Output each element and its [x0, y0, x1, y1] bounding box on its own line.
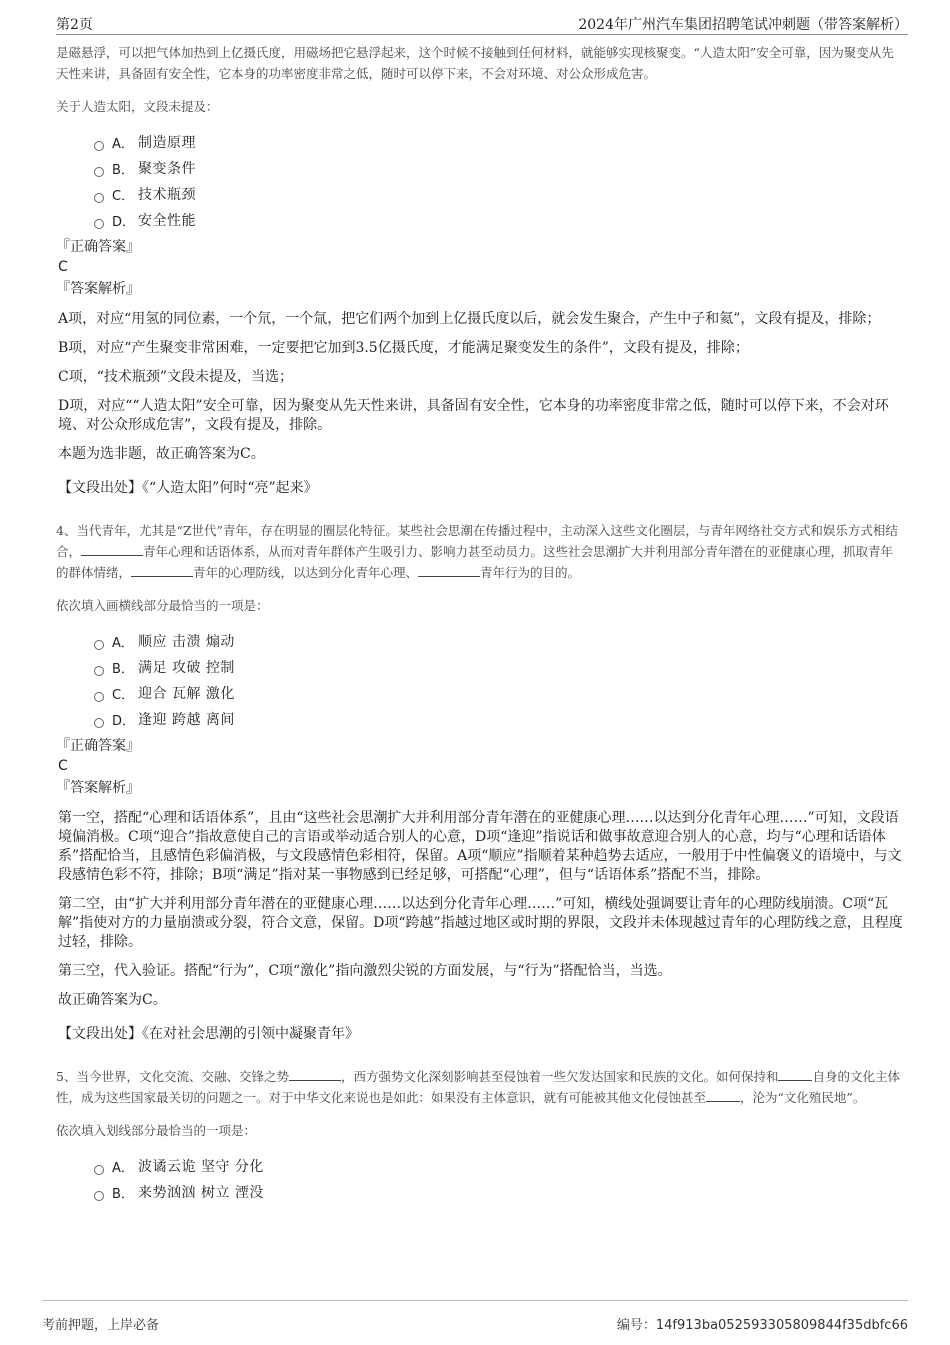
analysis-paragraph: A项，对应“用氢的同位素，一个氘，一个氚，把它们两个加到上亿摄氏度以后，就会发生聚合，产生中子和氦”，文段有提及，排除；: [58, 311, 881, 327]
question-prompt: 依次填入划线部分最恰当的一项是：: [56, 1123, 257, 1138]
option-d[interactable]: D． 逢迎 跨越 离间: [94, 706, 904, 732]
analysis-paragraph: C项，“技术瓶颈”文段未提及，当选；: [58, 369, 294, 385]
fill-blank: [706, 1089, 740, 1102]
analysis-paragraph: 第三空，代入验证。搭配“行为”，C项“激化”指向激烈尖锐的方面发展，与“行为”搭配恰当，当选。: [58, 963, 672, 979]
analysis-paragraph: 故正确答案为C。: [58, 992, 167, 1008]
fill-blank: [81, 543, 143, 556]
answer-label: 『正确答案』: [56, 738, 140, 754]
options-list: [94, 628, 904, 732]
radio-icon[interactable]: [94, 141, 104, 151]
radio-icon[interactable]: [94, 640, 104, 650]
fill-blank: [289, 1068, 341, 1081]
question-3: [56, 42, 904, 498]
page-header: [56, 12, 908, 35]
option-a[interactable]: A． 制造原理: [94, 129, 904, 155]
question-prompt: 依次填入画横线部分最恰当的一项是：: [56, 598, 269, 613]
passage-source: 【文段出处】《“人造太阳”何时“亮”起来》: [58, 480, 318, 496]
radio-icon[interactable]: [94, 193, 104, 203]
question-passage: 是磁悬浮，可以把气体加热到上亿摄氏度，用磁场把它悬浮起来，这个时候不接触到任何材料，就能够实现核聚变。“人造太阳”安全可靠，因为聚变从先天性来讲，具备固有安全性，它本身的功率密度非常之低，随时可以停下来，不会对环境、对公众形成危害。: [56, 45, 894, 81]
document-content: [56, 42, 904, 1209]
answer-value: C: [58, 259, 68, 275]
analysis-paragraph: 第一空，搭配“心理和话语体系”，且由“这些社会思潮扩大并利用部分青年潜在的亚健康心理……以达到分化青年心理……”可知，文段语境偏消极。C项“迎合”指故意使自己的言语或举动适合别人的心意，D项“逢迎”指说话和做事故意迎合别人的心意，均与“心理和话语体系”搭配恰当，且感情色彩偏消极，与文段感情色彩相符，保留。A项“顺应”指顺着某种趋势去适应，一般用于中性偏褒义的语境中，与文段感情色彩不符，排除；B项“满足”指对某一事物感到已经足够，可搭配“心理”，但与“话语体系”搭配不当，排除。: [58, 810, 902, 883]
options-list: [94, 1153, 904, 1205]
radio-icon[interactable]: [94, 1191, 104, 1201]
answer-label: 『正确答案』: [56, 239, 140, 255]
analysis-label: 『答案解析』: [56, 780, 140, 796]
option-c[interactable]: C． 迎合 瓦解 激化: [94, 680, 904, 706]
analysis-paragraph: B项，对应“产生聚变非常困难，一定要把它加到3.5亿摄氏度，才能满足聚变发生的条件”，文段有提及，排除；: [58, 340, 749, 356]
option-b[interactable]: B． 聚变条件: [94, 155, 904, 181]
fill-blank: [418, 564, 480, 577]
analysis-paragraph: 第二空，由“扩大并利用部分青年潜在的亚健康心理……以达到分化青年心理……”可知，横线处强调要让青年的心理防线崩溃。C项“瓦解”指使对方的力量崩溃或分裂，符合文意，保留。D项“跨越”指越过地区或时期的界限，文段并未体现越过青年的心理防线之意，且程度过轻，排除。: [58, 896, 903, 950]
radio-icon[interactable]: [94, 666, 104, 676]
question-4: [56, 520, 904, 1044]
analysis-label: 『答案解析』: [56, 281, 140, 297]
passage-source: 【文段出处】《在对社会思潮的引领中凝聚青年》: [58, 1026, 359, 1042]
answer-value: C: [58, 758, 68, 774]
analysis-paragraph: D项，对应““人造太阳”安全可靠，因为聚变从先天性来讲，具备固有安全性，它本身的功率密度非常之低，随时可以停下来，不会对环境、对公众形成危害”，文段有提及，排除。: [58, 398, 889, 433]
analysis-paragraph: 本题为选非题，故正确答案为C。: [58, 446, 265, 462]
page-footer: [42, 1300, 908, 1333]
radio-icon[interactable]: [94, 718, 104, 728]
radio-icon[interactable]: [94, 219, 104, 229]
question-prompt: 关于人造太阳，文段未提及：: [56, 99, 219, 114]
fill-blank: [778, 1068, 812, 1081]
option-a[interactable]: A． 波谲云诡 坚守 分化: [94, 1153, 904, 1179]
question-5: [56, 1066, 904, 1205]
page-number: 第2页: [56, 17, 93, 33]
options-list: [94, 129, 904, 233]
option-b[interactable]: B． 满足 攻破 控制: [94, 654, 904, 680]
question-stem: 4、当代青年，尤其是“Z世代”青年，存在明显的圈层化特征。某些社会思潮在传播过程中，主动深入这些文化圈层，与青年网络社交方式和娱乐方式相结合， 青年心理和话语体系，从而对青年群体产生吸引力、影响力甚至动员力。这些社会思潮扩大并利用部分青年潜在的亚健康心理，抓取青年的群体情绪， 青年的心理防线，以达到分化青年心理、 青年行为的目的。: [56, 523, 898, 580]
option-b[interactable]: B． 来势汹汹 树立 湮没: [94, 1179, 904, 1205]
document-id: 编号：14f913ba052593305809844f35dbfc66: [616, 1318, 908, 1333]
radio-icon[interactable]: [94, 1165, 104, 1175]
option-a[interactable]: A． 顺应 击溃 煽动: [94, 628, 904, 654]
footer-slogan: 考前押题，上岸必备: [42, 1318, 160, 1333]
option-d[interactable]: D． 安全性能: [94, 207, 904, 233]
radio-icon[interactable]: [94, 167, 104, 177]
question-stem: 5、当今世界，文化交流、交融、交锋之势 ，西方强势文化深刻影响甚至侵蚀着一些欠发达国家和民族的文化。如何保持和 自身的文化主体性，成为这些国家最关切的问题之一。对于中华文化来说也是如此：如果没有主体意识，就有可能被其他文化侵蚀甚至 ，沦为“文化殖民地”。: [56, 1069, 900, 1105]
document-title: 2024年广州汽车集团招聘笔试冲刺题（带答案解析）: [578, 17, 908, 33]
option-c[interactable]: C． 技术瓶颈: [94, 181, 904, 207]
fill-blank: [131, 564, 193, 577]
radio-icon[interactable]: [94, 692, 104, 702]
